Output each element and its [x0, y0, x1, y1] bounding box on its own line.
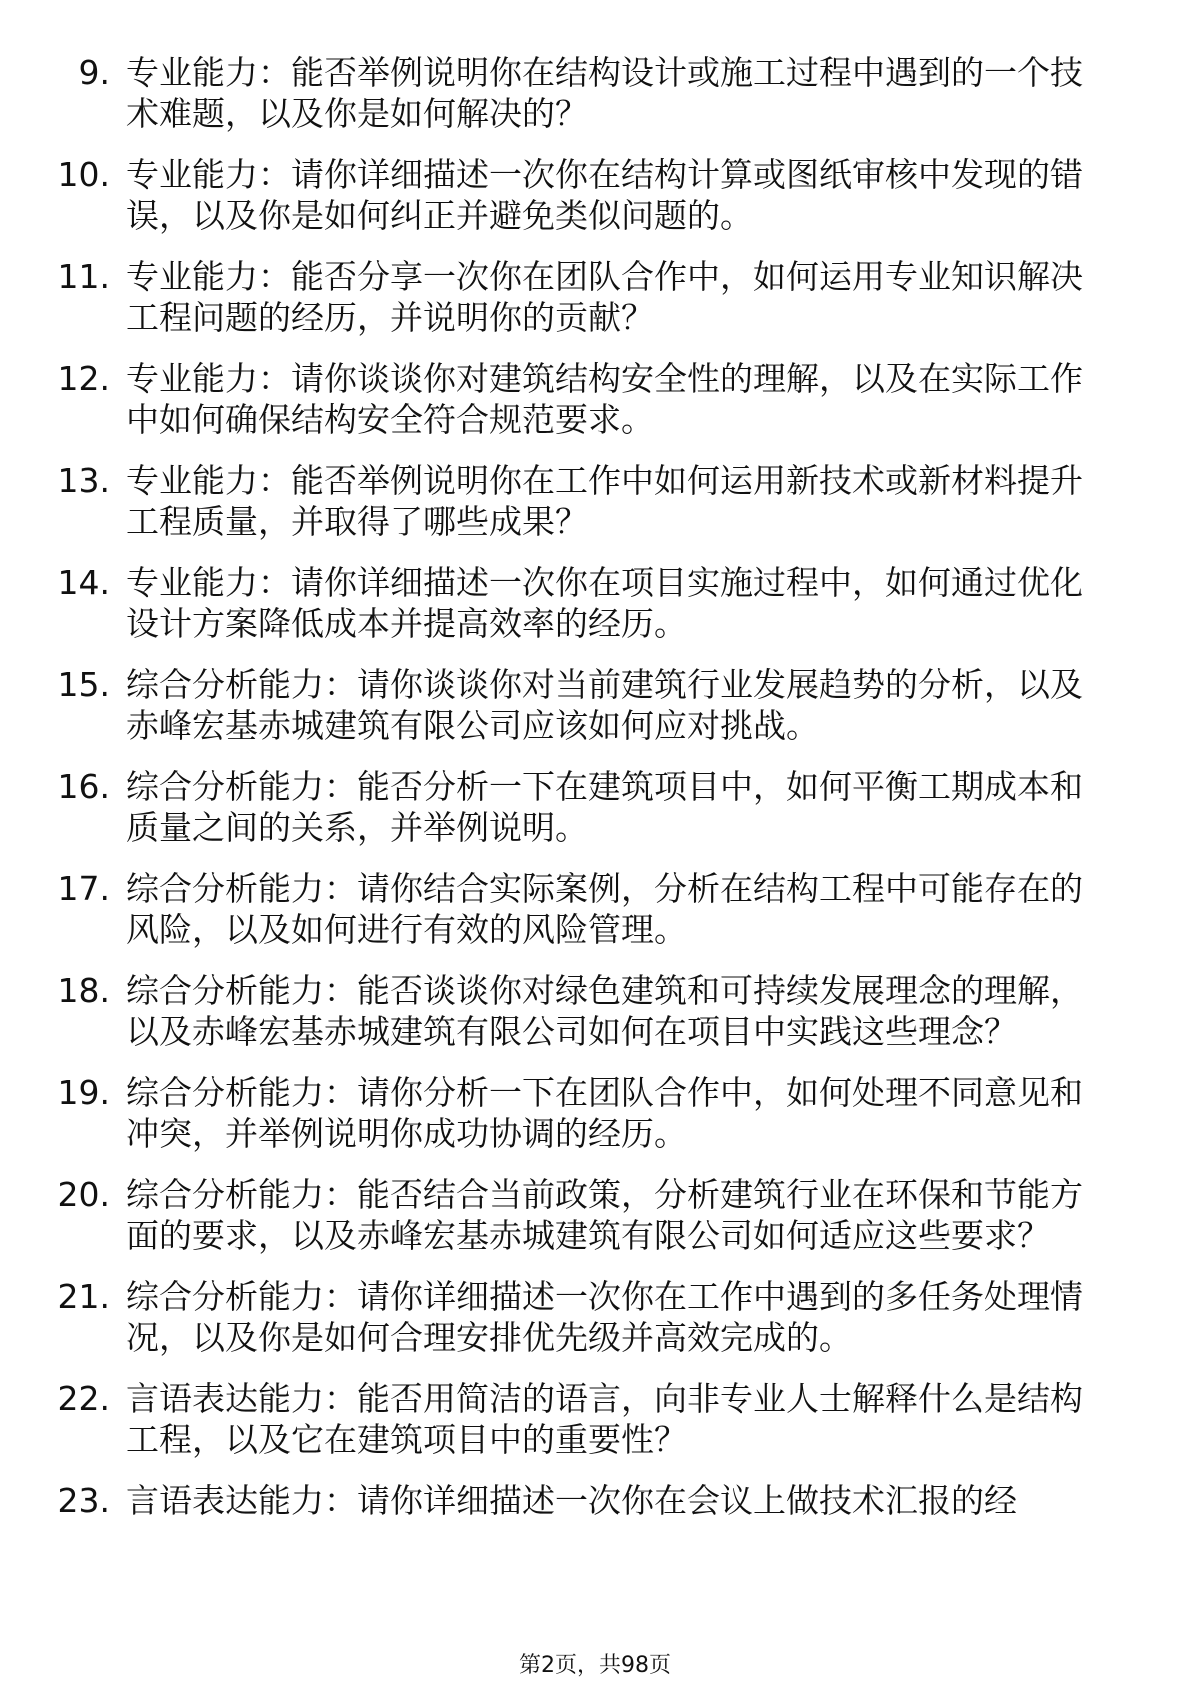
question-number: 23.: [57, 1481, 110, 1520]
question-item: [0, 1378, 1190, 1460]
question-item: [0, 970, 1190, 1052]
question-item: [0, 766, 1190, 848]
question-text: 综合分析能力：能否结合当前政策，分析建筑行业在环保和节能方面的要求，以及赤峰宏基赤城建筑有限公司如何适应这些要求？: [126, 1175, 1083, 1255]
question-text: 综合分析能力：请你详细描述一次你在工作中遇到的多任务处理情况，以及你是如何合理安排优先级并高效完成的。: [126, 1277, 1083, 1357]
question-list: [0, 52, 1190, 1541]
question-text: 专业能力：能否分享一次你在团队合作中，如何运用专业知识解决工程问题的经历，并说明你的贡献？: [126, 257, 1083, 337]
question-text: 专业能力：请你详细描述一次你在结构计算或图纸审核中发现的错误，以及你是如何纠正并避免类似问题的。: [126, 155, 1083, 235]
question-text: 言语表达能力：能否用简洁的语言，向非专业人士解释什么是结构工程，以及它在建筑项目中的重要性？: [126, 1379, 1083, 1459]
question-number: 14.: [57, 563, 110, 602]
question-item: [0, 1276, 1190, 1358]
question-text: 综合分析能力：能否分析一下在建筑项目中，如何平衡工期成本和质量之间的关系，并举例说明。: [126, 767, 1083, 847]
question-number: 12.: [57, 359, 110, 398]
question-number: 13.: [57, 461, 110, 500]
question-number: 19.: [57, 1073, 110, 1112]
question-item: [0, 1480, 1190, 1521]
question-item: [0, 664, 1190, 746]
question-number: 21.: [57, 1277, 110, 1316]
question-item: [0, 460, 1190, 542]
question-item: [0, 562, 1190, 644]
question-item: [0, 52, 1190, 134]
question-number: 15.: [57, 665, 110, 704]
page-footer: 第2页，共98页: [519, 1653, 671, 1678]
question-item: [0, 868, 1190, 950]
question-item: [0, 358, 1190, 440]
question-text: 专业能力：能否举例说明你在工作中如何运用新技术或新材料提升工程质量，并取得了哪些成果？: [126, 461, 1083, 541]
question-number: 9.: [78, 53, 110, 92]
question-text: 综合分析能力：请你结合实际案例，分析在结构工程中可能存在的风险，以及如何进行有效的风险管理。: [126, 869, 1083, 949]
question-number: 20.: [57, 1175, 110, 1214]
question-item: [0, 256, 1190, 338]
question-text: 综合分析能力：请你分析一下在团队合作中，如何处理不同意见和冲突，并举例说明你成功协调的经历。: [126, 1073, 1083, 1153]
question-number: 16.: [57, 767, 110, 806]
question-item: [0, 1174, 1190, 1256]
question-item: [0, 1072, 1190, 1154]
question-text: 综合分析能力：请你谈谈你对当前建筑行业发展趋势的分析，以及赤峰宏基赤城建筑有限公司应该如何应对挑战。: [126, 665, 1083, 745]
question-text: 专业能力：能否举例说明你在结构设计或施工过程中遇到的一个技术难题，以及你是如何解决的？: [126, 53, 1083, 133]
question-text: 专业能力：请你详细描述一次你在项目实施过程中，如何通过优化设计方案降低成本并提高效率的经历。: [126, 563, 1083, 643]
question-text: 专业能力：请你谈谈你对建筑结构安全性的理解，以及在实际工作中如何确保结构安全符合规范要求。: [126, 359, 1083, 439]
question-number: 10.: [57, 155, 110, 194]
question-number: 18.: [57, 971, 110, 1010]
question-number: 17.: [57, 869, 110, 908]
question-text: 综合分析能力：能否谈谈你对绿色建筑和可持续发展理念的理解，以及赤峰宏基赤城建筑有限公司如何在项目中实践这些理念？: [126, 971, 1083, 1051]
question-number: 22.: [57, 1379, 110, 1418]
question-text: 言语表达能力：请你详细描述一次你在会议上做技术汇报的经: [126, 1481, 1017, 1520]
question-number: 11.: [57, 257, 110, 296]
question-item: [0, 154, 1190, 236]
